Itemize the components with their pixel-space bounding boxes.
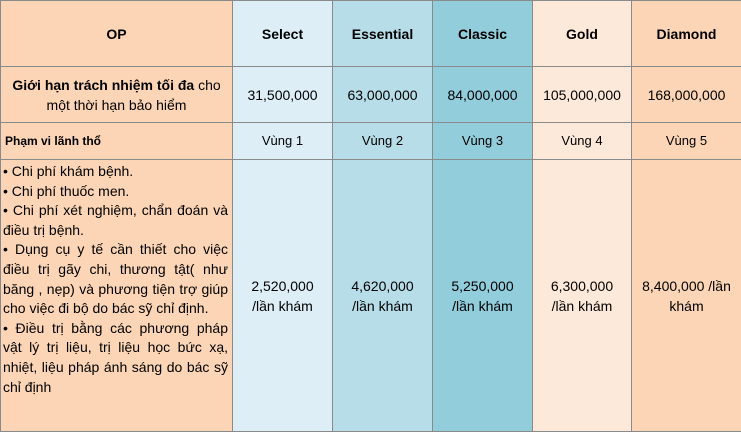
plan-header-classic: Classic	[433, 1, 533, 67]
benefit-amount: 8,400,000 /lần	[642, 277, 731, 294]
scope-value-select: Vùng 1	[233, 123, 333, 160]
header-row	[1, 1, 741, 67]
limit-value-select: 31,500,000	[233, 67, 333, 123]
op-header: OP	[1, 1, 233, 67]
plan-header-gold: Gold	[533, 1, 632, 67]
limit-label	[1, 67, 233, 123]
benefit-value-classic	[433, 160, 533, 432]
benefit-amount: 6,300,000	[550, 277, 614, 294]
benefit-value-essential	[333, 160, 433, 432]
benefit-value-select	[233, 160, 333, 432]
benefit-unit: khám	[669, 297, 704, 314]
benefit-description	[1, 160, 233, 432]
benefit-amount: 5,250,000	[451, 277, 514, 294]
plan-header-essential: Essential	[333, 1, 433, 67]
plan-header-diamond: Diamond	[632, 1, 741, 67]
limit-value-gold: 105,000,000	[533, 67, 632, 123]
benefit-unit: /lần khám	[252, 297, 313, 314]
limit-label-bold: Giới hạn trách nhiệm tối đa	[12, 76, 195, 93]
scope-label: Phạm vi lãnh thổ	[1, 123, 233, 160]
limit-row	[1, 67, 741, 123]
limit-label-rest: cho một thời hạn bảo hiểm	[46, 76, 221, 113]
benefit-unit: /lần khám	[551, 297, 613, 314]
benefit-amount: 2,520,000	[251, 277, 314, 294]
benefit-row	[1, 160, 741, 432]
benefit-item: • Chi phí khám bệnh.	[3, 163, 134, 179]
benefit-unit: /lần khám	[352, 297, 413, 314]
limit-value-classic: 84,000,000	[433, 67, 533, 123]
benefit-item: • Chi phí xét nghiệm, chẩn đoán và điều trị bệnh.	[3, 202, 228, 238]
scope-value-diamond: Vùng 5	[632, 123, 741, 160]
benefit-amount: 4,620,000	[351, 277, 414, 294]
scope-row	[1, 123, 741, 160]
benefit-item: • Dụng cụ y tế cần thiết cho việc điều trị gãy chi, thương tật( như băng , nẹp) và phương tiện trợ giúp cho việc đi bộ do bác sỹ chỉ định.	[3, 241, 228, 317]
benefit-value-gold	[533, 160, 632, 432]
benefit-value-diamond	[632, 160, 741, 432]
limit-value-diamond: 168,000,000	[632, 67, 741, 123]
benefit-unit: /lần khám	[452, 297, 513, 314]
scope-value-essential: Vùng 2	[333, 123, 433, 160]
plan-header-select: Select	[233, 1, 333, 67]
scope-value-classic: Vùng 3	[433, 123, 533, 160]
benefit-item: • Điều trị bằng các phương pháp vật lý trị liệu, trị liệu học bức xạ, nhiệt, liệu pháp ánh sáng do bác sỹ chỉ định	[3, 319, 228, 395]
benefit-item: • Chi phí thuốc men.	[3, 182, 130, 199]
scope-value-gold: Vùng 4	[533, 123, 632, 160]
limit-value-essential: 63,000,000	[333, 67, 433, 123]
